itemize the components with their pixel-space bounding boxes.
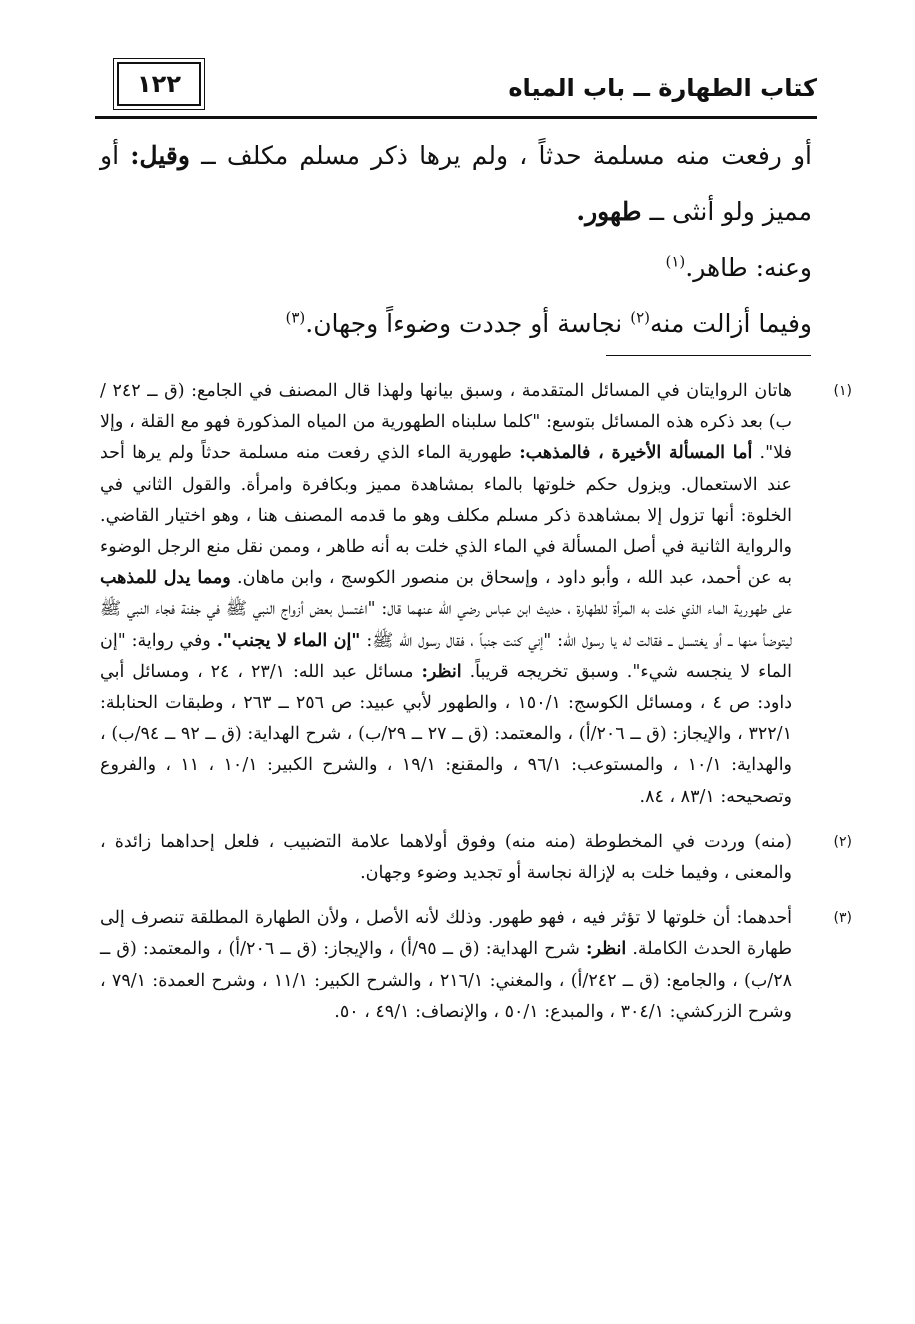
footnote-text: أحدهما: أن خلوتها لا تؤثر فيه ، فهو طهور. وذلك لأنه الأصل ، ولأن الطهارة المطلقة تنصرف إلى طهارة الحدث الكاملة. انظر: شرح الهداية: (ق ــ ٩٥/أ) ، والإيجاز: (ق ــ ٢٠٦/أ) ، والمعتمد: (ق ــ ٢٨/ب) ، والجامع: (ق ــ ٢٤٢/أ) ، والمغني: ٢١٦/١ ، والشرح الكبير: ١١/١ ، وشرح العمدة: ٧٩/١ ، وشرح الزركشي: ٣٠٤/١ ، والمبدع: ٥٠/١ ، والإنصاف: ٤٩/١ ، ٥٠. xyxy=(100,908,793,1022)
footnote-1 xyxy=(100,376,852,813)
main-paragraph-1: أو رفعت منه مسلمة حدثاً ، ولم يرها ذكر مسلم مكلف ــ وقيل: أو مميز ولو أنثى ــ طهور. xyxy=(100,141,813,226)
footnote-text: (منه) وردت في المخطوطة (منه منه) وفوق أولاهما علامة التضبيب ، فلعل إحداهما زائدة ، والمعنى ، وفيما خلت به لإزالة نجاسة أو تجديد وضوء وجهان. xyxy=(100,831,792,884)
footnote-3 xyxy=(100,903,852,1028)
footnotes xyxy=(100,376,852,1042)
main-text xyxy=(100,128,812,352)
main-paragraph-2: وعنه: طاهر.$^{(١)}$ xyxy=(665,252,812,282)
running-title: كتاب الطهارة ــ باب المياه xyxy=(508,74,817,102)
footnote-separator xyxy=(606,355,811,356)
footnote-ref-1[interactable]: (١) xyxy=(665,252,686,271)
page-number: ١٢٢ xyxy=(117,62,201,106)
footnote-number: (٣) xyxy=(833,910,852,927)
footnote-number: (١) xyxy=(833,383,852,399)
page-header xyxy=(95,62,817,120)
header-rule xyxy=(95,116,817,119)
footnote-ref-2[interactable]: (٢) xyxy=(630,308,650,327)
footnote-2 xyxy=(100,827,852,889)
footnote-ref-3[interactable]: (٣) xyxy=(285,308,306,327)
main-paragraph-3: وفيما أزالت منه$^{(٢)}$ نجاسة أو جددت وضوءاً وجهان.$^{(٣)}$ xyxy=(285,308,812,338)
footnote-text: هاتان الروايتان في المسائل المتقدمة ، وسبق بيانها ولهذا قال المصنف في الجامع: (ق ــ ٢٤٢ /ب) بعد ذكره هذه المسائل بتوسع: "كلما سلبناه الطهورية من المياه المذكورة فهو مع القلة ، وإلا فلا". أما المسألة الأخيرة ، فالمذهب: طهورية الماء الذي رفعت منه مسلمة حدثاً ولم يرها أحد عند الاستعمال. ويزول حكم خلوتها بالماء بمشاهدة مميز وبكافرة وامرأة. والقول الثاني في الخلوة: أنها تزول إلا بمشاهدة ذكر مسلم مكلف وهو ما قدمه المصنف هنا ، وهو اختيار القاضي. والرواية الثانية في أصل المسألة في الماء الذي خلت به أنه طاهر ، وممن نقل منع الرجل الوضوء به عن أحمد، عبد الله ، وأبو داود ، وإسحاق بن منصور الكوسج ، وابن ماهان. ومما يدل للمذهب على طهورية الماء الذي خلت به المرأة للطهارة ، حديث ابن عباس رضي الله عنهما قال: "اغتسل بعض أزواج النبي ﷺ في جفنة فجاء النبي ﷺ ليتوضأ منها ــ أو يغتسل ــ فقالت له يا رسول الله: "إني كنت جنباً ، فقال رسول الله ﷺ: "إن الماء لا يجنب". وفي رواية: "إن الماء لا ينجسه شيء". وسبق تخريجه قريباً. انظر: مسائل عبد الله: ٢٣/١ ، ٢٤ ، ومسائل أبي داود: ص ٤ ، ومسائل الكوسج: ١٥٠/١ ، والطهور لأبي عبيد: ص ٢٥٦ ــ ٢٦٣ ، وطبقات الحنابلة: ٣٢٢/١ ، والإيجاز: (ق ــ ٢٠٦/أ) ، والمعتمد: (ق ــ ٢٧ ــ ٢٩/ب) ، شرح الهداية: (ق ــ ٩٢ ــ ٩٤/ب) ، والهداية: ١٠/١ ، والمستوعب: ٩٦/١ ، والمقنع: ١٩/١ ، والشرح الكبير: ١٠/١ ، ١١ ، والفروع وتصحيحه: ٨٣/١ ، ٨٤. xyxy=(100,381,793,807)
footnote-number: (٢) xyxy=(833,833,852,850)
